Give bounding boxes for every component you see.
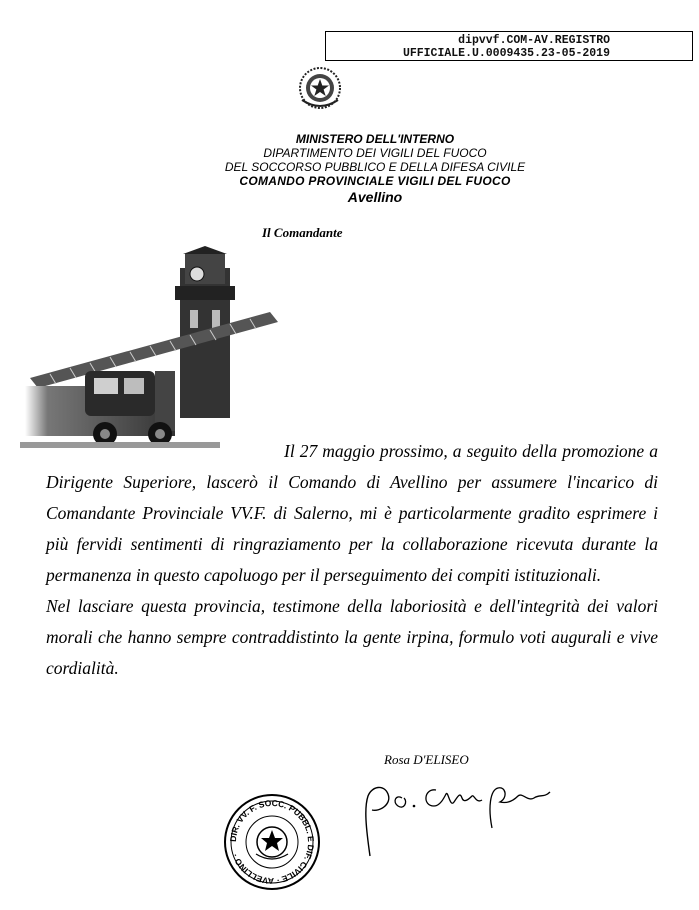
body-paragraph-2: Nel lasciare questa provincia, testimone della laboriosità e dell'integrità dei valori morali che hanno sempre contraddistinto la gente irpina, formulo voti augurali e vive cordialità.	[46, 596, 658, 678]
department-line-1: DIPARTIMENTO DEI VIGILI DEL FUOCO	[263, 146, 487, 160]
official-round-seal	[222, 792, 322, 892]
letterhead	[130, 132, 620, 205]
protocol-stamp-box	[325, 31, 693, 61]
sender-role: Il Comandante	[262, 225, 343, 240]
letter-body	[46, 436, 658, 684]
handwritten-signature	[358, 768, 558, 858]
department-line-2: DEL SOCCORSO PUBBLICO E DELLA DIFESA CIVILE	[224, 160, 526, 174]
svg-text:DIR. VV. F. SOCC. PUBBL. E DIF: DIR. VV. F. SOCC. PUBBL. E DIF. CIVILE · AVELLINO ·	[227, 797, 317, 887]
protocol-line-2: UFFICIALE.U.0009435.23-05-2019	[402, 47, 610, 60]
command-city: Avellino	[347, 189, 403, 205]
protocol-line-1: dipvvf.COM-AV.REGISTRO	[458, 34, 610, 47]
fire-truck-clock-tower-illustration	[10, 246, 280, 456]
signer-name: Rosa D'ELISEO	[384, 752, 469, 767]
republic-emblem-icon	[296, 66, 344, 110]
body-paragraph-1: Il 27 maggio prossimo, a seguito della promozione a Dirigente Superiore, lascerò il Comando di Avellino per assumere l'incarico di Comandante Provinciale VV.F. di Salerno, mi è particolarmente gradito esprimere i più fervidi sentimenti di ringraziamento per la collaborazione ricevuta durante la permanenza in questo capoluogo per il perseguimento dei compiti istituzionali.	[46, 441, 658, 585]
ministry-name: MINISTERO DELL'INTERNO	[295, 132, 455, 146]
command-name: COMANDO PROVINCIALE VIGILI DEL FUOCO	[239, 174, 511, 188]
